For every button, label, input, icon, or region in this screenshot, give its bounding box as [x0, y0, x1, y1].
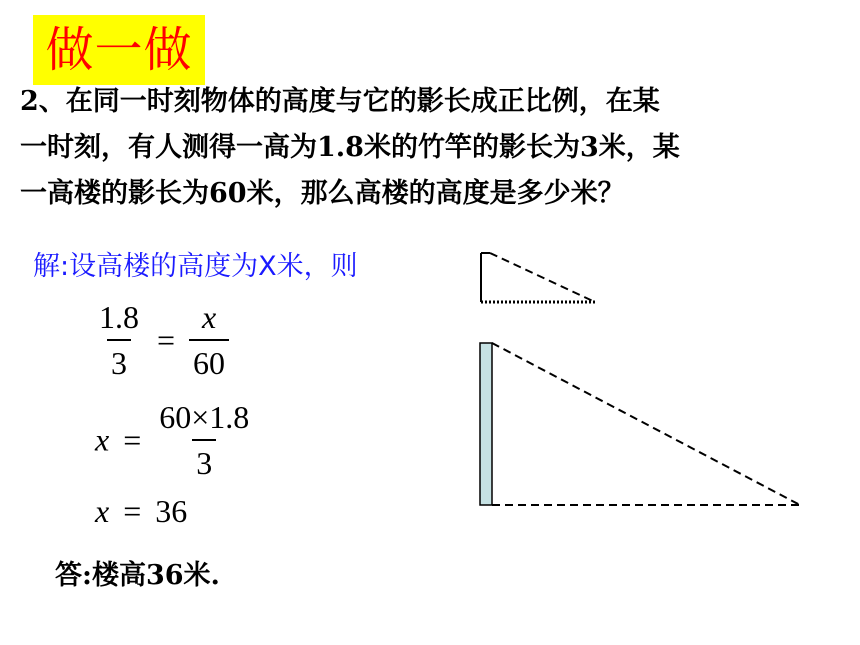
fraction-left-denominator: 3 — [107, 339, 131, 385]
building-sun-ray-line — [492, 343, 800, 505]
fraction-right-denominator: 60 — [189, 339, 229, 385]
slide-title: 做一做 — [33, 15, 205, 85]
fraction-product-numerator: 60×1.8 — [159, 399, 250, 435]
fraction-left-numerator: 1.8 — [99, 299, 139, 335]
equals-sign: = — [123, 493, 142, 529]
problem-line-2: 一时刻，有人测得一高为1.8米的竹竿的影长为3米，某 — [20, 132, 680, 163]
fraction-right-numerator: x — [201, 299, 217, 335]
variable-x: x — [95, 493, 110, 529]
equals-sign: = — [123, 421, 142, 458]
solution-lead: 解:设高楼的高度为X米，则 — [33, 251, 358, 282]
small-triangle-diagram — [481, 253, 595, 302]
building-rect — [480, 343, 492, 505]
large-triangle-diagram — [480, 343, 800, 505]
sun-ray-line — [490, 253, 595, 302]
result-value: 36 — [155, 493, 188, 529]
fraction-product-denominator: 3 — [192, 439, 216, 485]
problem-line-3: 一高楼的影长为60米，那么高楼的高度是多少米？ — [20, 178, 625, 209]
answer-text: 答:楼高36米. — [55, 560, 220, 591]
variable-x: x — [95, 421, 110, 458]
equals-sign: = — [157, 321, 176, 358]
problem-line-1: 2、在同一时刻物体的高度与它的影长成正比例，在某 — [20, 86, 660, 117]
